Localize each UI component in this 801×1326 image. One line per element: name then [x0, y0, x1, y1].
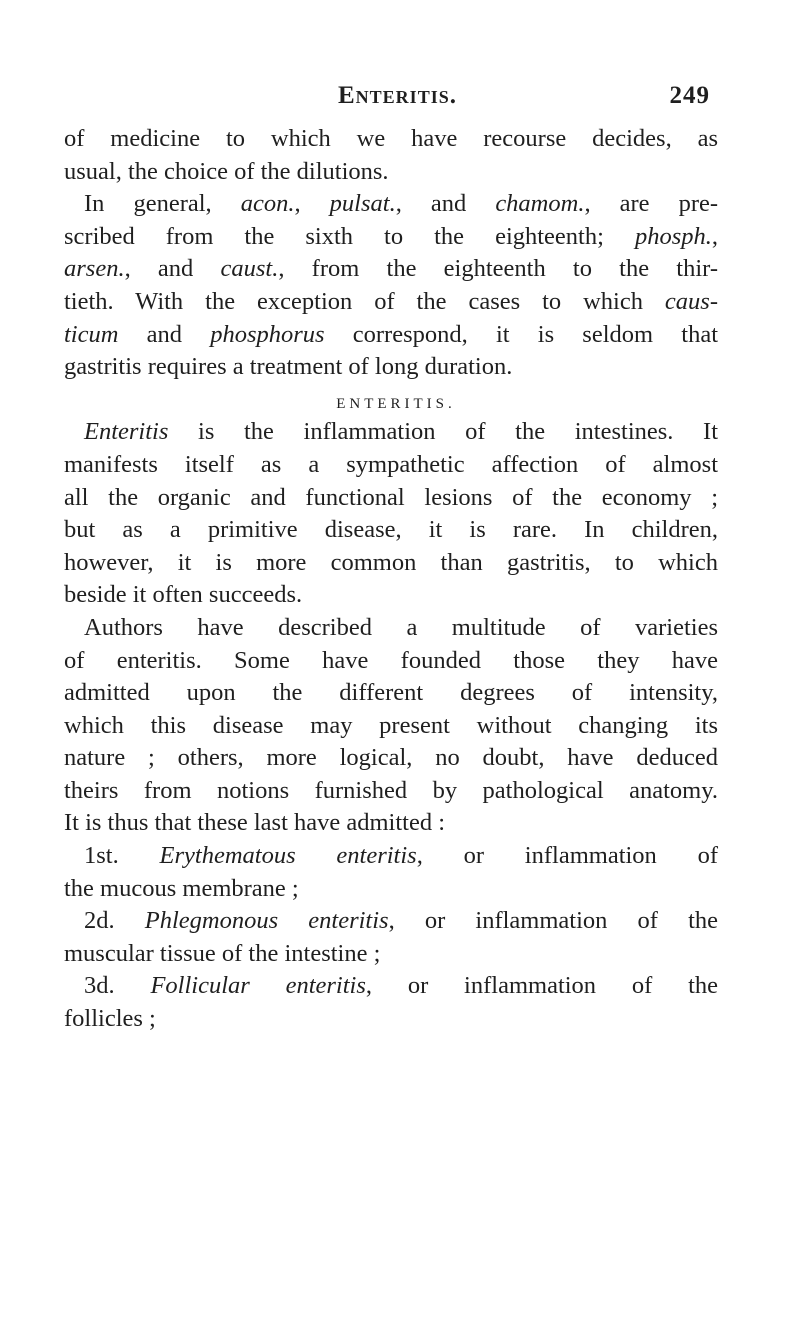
- text-segment: 3d.: [84, 972, 151, 1000]
- italic-term: caust.: [220, 255, 279, 283]
- text-segment: ,: [711, 222, 718, 250]
- text-segment: In general,: [84, 190, 241, 218]
- text-segment: , or inflammation of the: [365, 972, 719, 1000]
- italic-term: caus-: [664, 287, 718, 315]
- italic-term: pulsat.: [329, 190, 396, 218]
- text-line-l23: the mucous membrane ;: [64, 874, 299, 902]
- text-line-l20: theirs from notions furnished by pathological anatomy.: [64, 776, 718, 804]
- text-line-l15: Authors have described a multitude of varieties: [84, 613, 718, 641]
- text-line-l11: all the organic and functional lesions of the economy ;: [64, 483, 718, 511]
- running-head: [320, 82, 710, 112]
- italic-term: Enteritis: [84, 418, 169, 446]
- text-segment: , from the eighteenth to the thir-: [278, 255, 719, 283]
- text-line-l21: It is thus that these last have admitted :: [64, 809, 446, 837]
- text-line-l26: [64, 970, 718, 1003]
- text-line-l2: usual, the choice of the dilutions.: [64, 157, 389, 185]
- text-segment: 2d.: [84, 907, 145, 935]
- text-line-l17: admitted upon the different degrees of intensity,: [64, 679, 718, 707]
- text-line-l5: [64, 253, 718, 286]
- running-head-title: Enteritis.: [338, 82, 457, 109]
- text-segment: scribed from the sixth to the eighteenth;: [64, 222, 635, 250]
- text-segment: correspond, it is seldom that: [324, 320, 719, 348]
- italic-term: Erythematous enteritis: [159, 842, 417, 870]
- text-segment: , or inflammation of the: [388, 907, 719, 935]
- text-line-l24: [64, 905, 718, 938]
- text-line-l18: which this disease may present without changing its: [64, 711, 718, 739]
- text-segment: ,: [294, 190, 330, 218]
- italic-term: Phlegmonous enteritis: [144, 907, 389, 935]
- text-line-l12: but as a primitive disease, it is rare. In children,: [64, 516, 718, 544]
- text-line-l27: follicles ;: [64, 1005, 156, 1033]
- text-segment: is the inflammation of the intestines. It: [168, 418, 718, 446]
- body-text: [64, 123, 718, 1036]
- text-segment: 1st.: [84, 842, 160, 870]
- text-line-l4: [64, 221, 718, 254]
- text-line-l22: [64, 840, 718, 873]
- text-line-l16: of enteritis. Some have founded those they have: [64, 646, 718, 674]
- text-segment: , and: [395, 190, 496, 218]
- text-line-l13: however, it is more common than gastritis, to which: [64, 548, 718, 576]
- text-line-l1: of medicine to which we have recourse decides, as: [64, 125, 718, 152]
- text-line-l14: beside it often succeeds.: [64, 581, 303, 609]
- text-line-l19: nature ; others, more logical, no doubt, have deduced: [64, 744, 718, 772]
- text-line-l6: [64, 286, 718, 319]
- text-line-l10: manifests itself as a sympathetic affection of almost: [64, 450, 718, 478]
- page-number: 249: [669, 82, 710, 109]
- text-segment: tieth. With the exception of the cases to which: [64, 287, 665, 315]
- italic-term: phosph.: [634, 222, 712, 250]
- text-line-l8: gastritis requires a treatment of long duration.: [64, 353, 513, 381]
- italic-term: arsen.: [64, 255, 125, 283]
- italic-term: ticum: [64, 320, 119, 348]
- italic-term: chamom.: [495, 190, 585, 218]
- text-line-l9: [64, 416, 718, 449]
- text-segment: and: [118, 320, 211, 348]
- italic-term: Follicular enteritis: [150, 972, 366, 1000]
- italic-term: acon.: [240, 190, 295, 218]
- text-line-l3: [64, 188, 718, 221]
- section-heading: ENTERITIS.: [336, 395, 456, 412]
- italic-term: phosphorus: [210, 320, 325, 348]
- text-line-l7: [64, 319, 718, 352]
- text-segment: , and: [124, 255, 221, 283]
- text-segment: , are pre-: [584, 190, 719, 218]
- text-line-l25: muscular tissue of the intestine ;: [64, 939, 381, 967]
- text-segment: , or inflammation of: [416, 842, 719, 870]
